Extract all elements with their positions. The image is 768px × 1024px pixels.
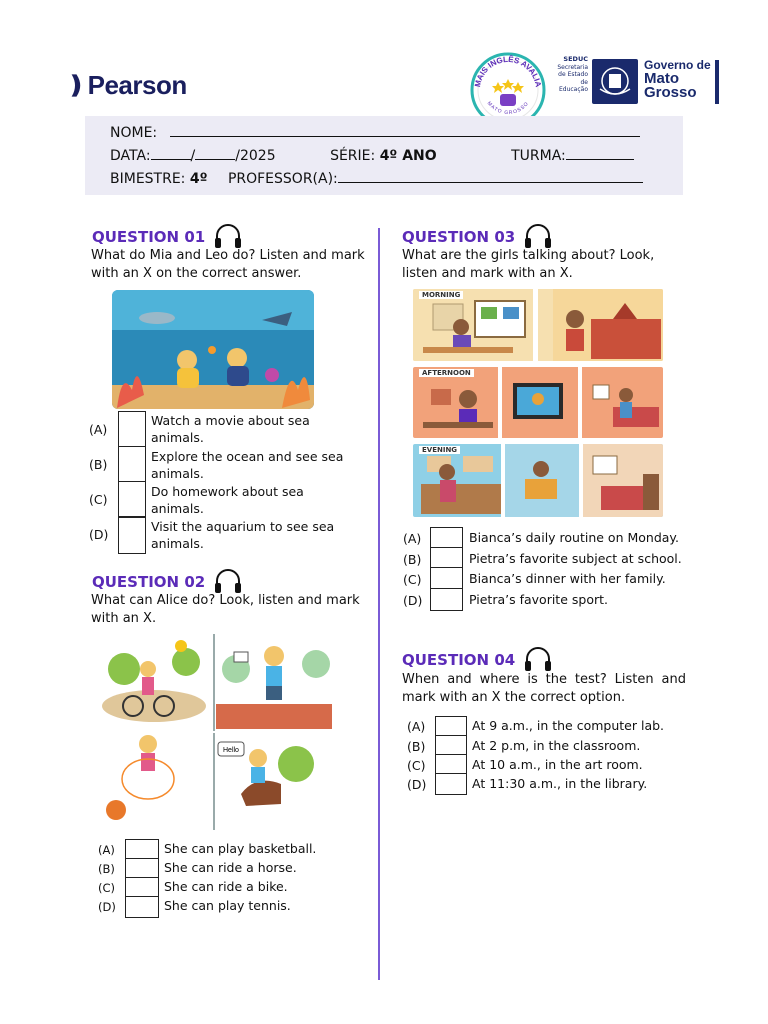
q1-option-b-letter: (B): [89, 457, 108, 472]
question-03-title: QUESTION 03: [402, 224, 553, 250]
morning-panel-image: [413, 289, 663, 361]
evening-panel-image: [413, 444, 663, 517]
q2-option-a-text: She can play basketball.: [164, 841, 317, 856]
q3-option-a-checkbox[interactable]: [430, 527, 463, 549]
morning-label: MORNING: [419, 291, 463, 299]
q1-option-a-checkbox[interactable]: [118, 411, 146, 447]
seduc-label: SEDUC Secretaria de Estado de Educação: [557, 55, 588, 93]
q2-option-b-text: She can ride a horse.: [164, 860, 297, 875]
q1-option-c-text: Do homework about sea animals.: [151, 484, 304, 516]
q1-option-b-text: Explore the ocean and see sea animals.: [151, 449, 344, 481]
q2-option-d-text: She can play tennis.: [164, 898, 291, 913]
q2-option-d-checkbox[interactable]: [125, 896, 159, 918]
q3-option-a-letter: (A): [403, 531, 422, 546]
q4-option-d-checkbox[interactable]: [435, 773, 467, 795]
q4-option-c-text: At 10 a.m., in the art room.: [472, 757, 643, 772]
column-divider: [378, 228, 380, 980]
q4-option-a-checkbox[interactable]: [435, 716, 467, 737]
q4-option-d-text: At 11:30 a.m., in the library.: [472, 776, 648, 791]
question-02-text: What can Alice do? Look, listen and mark with an X.: [91, 593, 360, 626]
q4-option-a-text: At 9 a.m., in the computer lab.: [472, 718, 665, 733]
pearson-wordmark: Pearson: [87, 70, 187, 100]
q1-option-a-letter: (A): [89, 422, 108, 437]
q2-option-c-letter: (C): [98, 881, 116, 895]
question-02-title: QUESTION 02: [92, 569, 243, 595]
pearson-mark-icon: ❫: [66, 72, 86, 99]
evening-label: EVENING: [419, 446, 460, 454]
q3-option-b-letter: (B): [403, 552, 422, 567]
q3-option-c-text: Bianca’s dinner with her family.: [469, 571, 666, 586]
q4-option-b-letter: (B): [407, 739, 426, 754]
q3-option-d-letter: (D): [403, 593, 423, 608]
underwater-scene-image: [112, 290, 314, 409]
q1-option-d-letter: (D): [89, 527, 109, 542]
q3-option-d-text: Pietra’s favorite sport.: [469, 592, 608, 607]
q1-option-d-text: Visit the aquarium to see sea animals.: [151, 519, 335, 551]
q2-option-c-text: She can ride a bike.: [164, 879, 288, 894]
q4-option-b-text: At 2 p.m, in the classroom.: [472, 738, 641, 753]
question-04-title: QUESTION 04: [402, 647, 553, 673]
name-row: NOME:: [110, 124, 640, 141]
q3-option-b-text: Pietra’s favorite subject at school.: [469, 551, 682, 566]
governo-mato-grosso-logo: Governo de Mato Grosso: [644, 58, 711, 101]
q1-option-c-checkbox[interactable]: [118, 481, 146, 517]
badge-title: MAIS INGLÊS AVALIA: [473, 54, 543, 88]
q1-option-c-letter: (C): [89, 492, 108, 507]
mato-grosso-crest-icon: [592, 59, 638, 104]
turma-field[interactable]: [566, 147, 634, 160]
pearson-logo: [66, 70, 187, 101]
afternoon-panel-image: [413, 367, 663, 438]
q4-option-d-letter: (D): [407, 777, 427, 792]
question-01-title: QUESTION 01: [92, 224, 243, 250]
afternoon-label: AFTERNOON: [419, 369, 474, 377]
date-row: DATA: / /2025 SÉRIE: 4º ANO TURMA:: [110, 147, 634, 164]
q4-option-c-checkbox[interactable]: [435, 754, 467, 775]
bimestre-row: BIMESTRE: 4º PROFESSOR(A):: [110, 170, 643, 187]
q2-option-d-letter: (D): [98, 900, 116, 914]
q1-option-b-checkbox[interactable]: [118, 446, 146, 482]
date-day-field[interactable]: [151, 147, 191, 160]
question-04-text: When and where is the test? Listen and mark with an X the correct option.: [402, 672, 686, 705]
alice-activities-image: [96, 634, 332, 830]
q3-option-c-checkbox[interactable]: [430, 567, 463, 589]
name-field[interactable]: [170, 124, 640, 137]
date-month-field[interactable]: [195, 147, 235, 160]
q4-option-a-letter: (A): [407, 719, 426, 734]
q3-option-d-checkbox[interactable]: [430, 588, 463, 611]
hello-speech-bubble: Hello: [223, 747, 239, 754]
professor-field[interactable]: [338, 170, 643, 183]
q3-option-b-checkbox[interactable]: [430, 547, 463, 569]
q4-option-b-checkbox[interactable]: [435, 735, 467, 756]
student-info-box: [85, 116, 683, 195]
q2-option-a-letter: (A): [98, 843, 115, 857]
q3-option-c-letter: (C): [403, 572, 422, 587]
serie-value: 4º ANO: [379, 148, 437, 164]
question-01-text: What do Mia and Leo do? Listen and mark with an X on the correct answer.: [91, 248, 365, 281]
q2-option-b-letter: (B): [98, 862, 115, 876]
q3-option-a-text: Bianca’s daily routine on Monday.: [469, 530, 680, 545]
bimestre-value: 4º: [189, 171, 208, 187]
gov-logo-bar: [715, 60, 719, 104]
question-03-text: What are the girls talking about? Look, listen and mark with an X.: [402, 248, 655, 281]
headphones-icon[interactable]: [523, 647, 553, 673]
badge-subtitle: MATO GROSSO: [485, 100, 531, 117]
q1-option-d-checkbox[interactable]: [118, 517, 146, 554]
q4-option-c-letter: (C): [407, 758, 426, 773]
q1-option-a-text: Watch a movie about sea animals.: [151, 413, 310, 445]
